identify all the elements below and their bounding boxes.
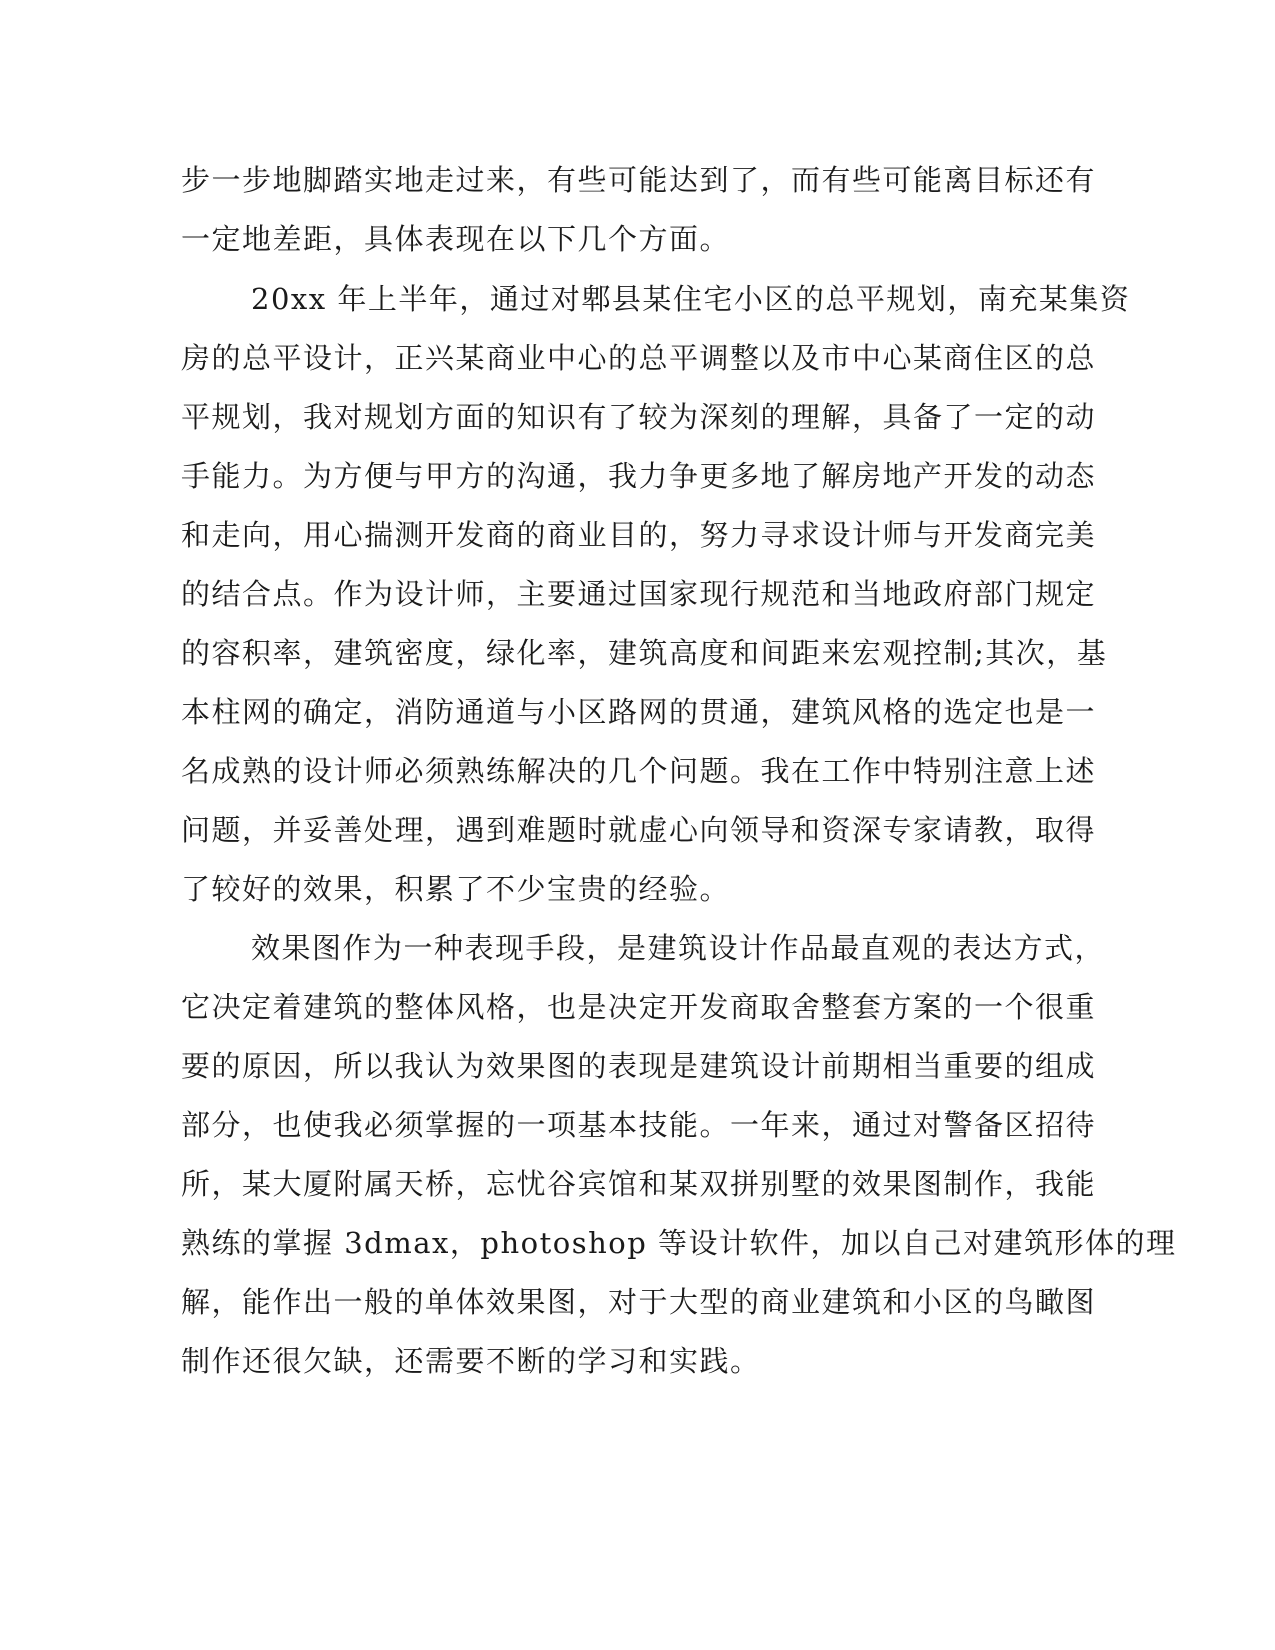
- text-line: 部分，也使我必须掌握的一项基本技能。一年来，通过对警备区招待: [181, 1108, 1097, 1142]
- text-line: 熟练的掌握 3dmax，photoshop 等设计软件，加以自己对建筑形体的理: [181, 1226, 1177, 1260]
- text-line: 制作还很欠缺，还需要不断的学习和实践。: [181, 1344, 761, 1378]
- text-line: 房的总平设计，正兴某商业中心的总平调整以及市中心某商住区的总: [181, 341, 1097, 375]
- text-line: 和走向，用心揣测开发商的商业目的，努力寻求设计师与开发商完美: [181, 518, 1097, 552]
- text-line: 效果图作为一种表现手段，是建筑设计作品最直观的表达方式，: [251, 931, 1106, 965]
- text-line: 平规划，我对规划方面的知识有了较为深刻的理解，具备了一定的动: [181, 400, 1097, 434]
- text-line: 20xx 年上半年，通过对郫县某住宅小区的总平规划，南充某集资: [251, 282, 1131, 316]
- text-line: 它决定着建筑的整体风格，也是决定开发商取舍整套方案的一个很重: [181, 990, 1097, 1024]
- text-line: 的结合点。作为设计师，主要通过国家现行规范和当地政府部门规定: [181, 577, 1097, 611]
- text-line: 步一步地脚踏实地走过来，有些可能达到了，而有些可能离目标还有: [181, 163, 1097, 197]
- text-line: 解，能作出一般的单体效果图，对于大型的商业建筑和小区的鸟瞰图: [181, 1285, 1097, 1319]
- text-line: 了较好的效果，积累了不少宝贵的经验。: [181, 872, 731, 906]
- text-line: 的容积率，建筑密度，绿化率，建筑高度和间距来宏观控制;其次，基: [181, 636, 1108, 670]
- text-line: 手能力。为方便与甲方的沟通，我力争更多地了解房地产开发的动态: [181, 459, 1097, 493]
- text-line: 问题，并妥善处理，遇到难题时就虚心向领导和资深专家请教，取得: [181, 813, 1097, 847]
- text-line: 所，某大厦附属天桥，忘忧谷宾馆和某双拼别墅的效果图制作，我能: [181, 1167, 1097, 1201]
- text-line: 本柱网的确定，消防通道与小区路网的贯通，建筑风格的选定也是一: [181, 695, 1097, 729]
- text-line: 名成熟的设计师必须熟练解决的几个问题。我在工作中特别注意上述: [181, 754, 1097, 788]
- text-line: 一定地差距，具体表现在以下几个方面。: [181, 222, 731, 256]
- text-line: 要的原因，所以我认为效果图的表现是建筑设计前期相当重要的组成: [181, 1049, 1097, 1083]
